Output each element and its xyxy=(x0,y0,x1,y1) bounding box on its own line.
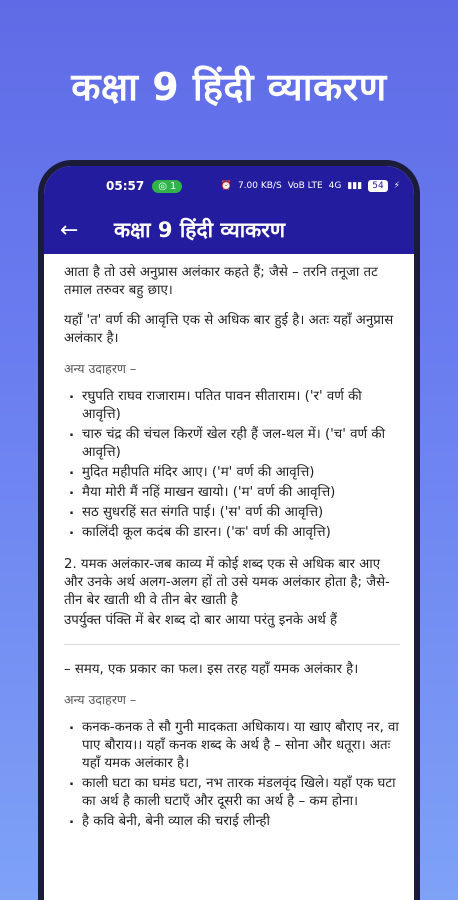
status-time: 05:57 xyxy=(106,179,145,193)
examples-heading: अन्य उदाहरण – xyxy=(64,692,137,707)
signal-icon: ▮▮▮ xyxy=(347,181,363,191)
paragraph: उपर्युक्त पंक्ति में बेर शब्द दो बार आया परंतु इनके अर्थ हैं xyxy=(64,613,338,628)
paragraph: 2. यमक अलंकार-जब काव्य में कोई शब्द एक से अधिक बार आए और उनके अर्थ अलग-अलग हों तो उसे यमक अलंकार होता है; जैसे- तीन बेर खाती थी वे तीन बेर खाती है xyxy=(64,557,390,608)
examples-heading: अन्य उदाहरण – xyxy=(64,361,137,376)
back-arrow-icon[interactable]: ← xyxy=(60,217,79,243)
phone-frame xyxy=(38,160,420,900)
list-item: . काली घटा का घमंड घटा, नभ तारक मंडलवृंद खिले। यहाँ एक घटा का अर्थ है काली घटाएँ और दूसरी का अर्थ है – कम होना। xyxy=(64,775,400,811)
hotspot-badge xyxy=(152,180,182,193)
alarm-icon: ⏰ xyxy=(220,181,232,191)
list-item: . चारु चंद्र की चंचल किरणें खेल रही हैं जल-थल में। ('च' वर्ण की आवृत्ति) xyxy=(64,426,400,462)
app-screen xyxy=(44,166,414,900)
toolbar xyxy=(44,206,414,254)
promo-title: कक्षा 9 हिंदी व्याकरण xyxy=(71,65,387,109)
list-item: . है कवि बेनी, बेनी व्याल की चराई लीन्ही xyxy=(64,813,400,831)
paragraph: – समय, एक प्रकार का फल। इस तरह यहाँ यमक अलंकार है। xyxy=(64,662,359,677)
net-speed: 7.00 KB/S xyxy=(237,181,282,191)
list-item: . कालिंदी कूल कदंब की डारन। ('क' वर्ण की आवृत्ति) xyxy=(64,524,400,542)
paragraph: यहाँ 'त' वर्ण की आवृत्ति एक से अधिक बार हुई है। अतः यहाँ अनुप्रास अलंकार है। xyxy=(64,313,394,346)
app-bar xyxy=(44,166,414,254)
status-right xyxy=(221,180,400,192)
charging-icon: ⚡ xyxy=(393,181,400,191)
list-item: . मुदित महीपति मंदिर आए। ('म' वर्ण की आवृत्ति) xyxy=(64,464,400,482)
content-area[interactable] xyxy=(44,254,414,831)
toolbar-title: कक्षा 9 हिंदी व्याकरण xyxy=(114,218,286,242)
status-bar xyxy=(44,166,414,206)
list-item: . कनक-कनक ते सौ गुनी मादकता अधिकाय। या खाए बौराए नर, वा पाए बौराय।। यहाँ कनक शब्द के अर्थ है – सोना और धतूरा। अतः यहाँ यमक अलंकार है। xyxy=(64,719,400,773)
list-item: . मैया मोरी मैं नहिं माखन खायो। ('म' वर्ण की आवृत्ति) xyxy=(64,484,400,502)
page-divider xyxy=(64,644,400,645)
battery-level: 54 xyxy=(368,180,387,192)
signal-label: 4G xyxy=(328,181,342,191)
example-list xyxy=(64,719,400,831)
hotspot-count: 1 xyxy=(169,180,177,192)
wifi-icon: ◎ xyxy=(158,180,167,192)
net-type: VoB LTE xyxy=(287,181,323,191)
paragraph: आता है तो उसे अनुप्रास अलंकार कहते हैं; जैसे – तरनि तनूजा तट तमाल तरुवर बहु छाए। xyxy=(64,265,378,298)
list-item: . सठ सुधरहिं सत संगति पाई। ('स' वर्ण की आवृत्ति) xyxy=(64,504,400,522)
list-item: . रघुपति राघव राजाराम। पतित पावन सीताराम। ('र' वर्ण की आवृत्ति) xyxy=(64,388,400,424)
example-list xyxy=(64,388,400,542)
